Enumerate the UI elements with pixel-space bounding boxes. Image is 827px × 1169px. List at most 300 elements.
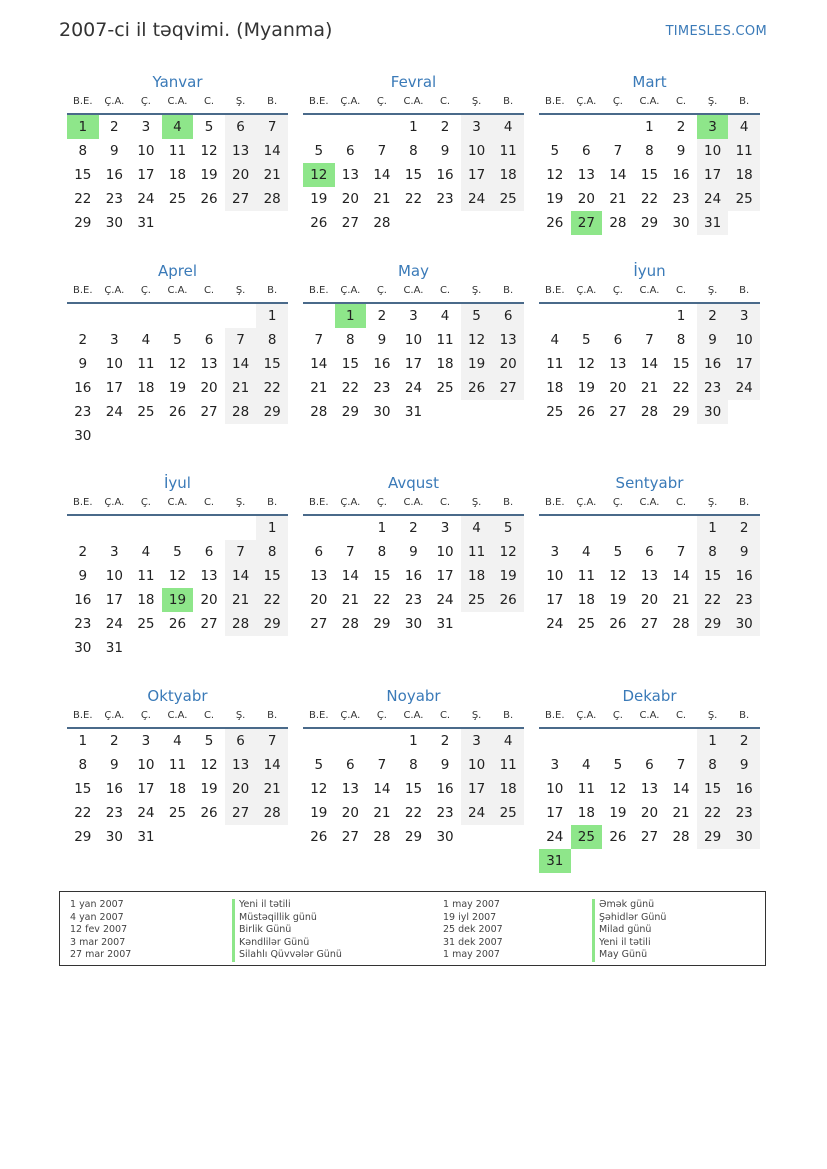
day-cell: 30 [105,829,123,845]
month-block [539,71,760,235]
day-cell: 30 [697,400,729,424]
day-cell: 4 [173,733,182,749]
day-cell: 13 [200,356,218,372]
day-cell: 30 [728,612,760,636]
day-cell: 19 [200,781,218,797]
day-cell: 9 [697,328,729,352]
weekday-label: C.A. [639,497,660,508]
day-cell: 25 [546,404,564,420]
day-cell: 6 [645,757,654,773]
day-cell: 19 [546,191,564,207]
weekday-label: C. [439,96,451,107]
day-cell: 19 [577,380,595,396]
month-name: Oktyabr [147,687,208,705]
month-block [539,685,760,873]
month-name: Yanvar [152,73,203,91]
weekday-label: Ç. [376,497,387,508]
day-grid [303,729,524,849]
day-cell: 29 [404,829,423,845]
day-cell: 11 [728,139,760,163]
weekday-label: C.A. [639,285,660,296]
legend-holiday-name: Şəhidlər Günü [592,912,666,925]
day-cell: 2 [409,520,418,536]
day-cell: 24 [546,616,564,632]
empty-cell [634,729,666,753]
day-cell: 15 [256,352,288,376]
day-cell: 31 [697,211,729,235]
empty-cell [303,115,335,139]
weekday-label: B. [503,285,514,296]
day-cell: 8 [409,143,418,159]
weekday-label: Ç. [140,710,151,721]
day-cell: 1 [78,733,88,749]
weekday-label: B.E. [545,710,565,721]
day-cell: 18 [168,167,187,183]
weekday-label: B. [739,96,750,107]
weekday-label: B. [503,710,514,721]
weekday-label: C. [675,710,687,721]
weekday-label: Ç.A. [576,497,597,508]
day-cell: 17 [546,805,564,821]
day-cell: 19 [310,191,328,207]
day-cell: 12 [200,757,218,773]
day-cell: 10 [105,356,123,372]
day-grid [67,304,288,448]
day-cell: 18 [168,781,187,797]
day-cell: 23 [728,801,760,825]
day-cell: 26 [492,588,524,612]
day-cell: 15 [697,564,729,588]
day-cell: 2 [377,308,387,324]
day-cell: 9 [78,568,88,584]
day-cell: 24 [697,187,729,211]
day-cell: 9 [409,544,418,560]
day-cell: 11 [577,568,595,584]
day-cell: 28 [373,829,391,845]
day-cell: 27 [200,616,218,632]
day-cell: 6 [225,729,257,753]
day-cell: 9 [377,332,387,348]
day-cell: 21 [672,805,690,821]
empty-cell [335,115,367,139]
legend-date: 25 dek 2007 [443,924,503,935]
day-cell: 30 [74,428,92,444]
day-cell: 2 [728,729,760,753]
day-cell: 12 [609,781,627,797]
day-cell: 21 [225,376,257,400]
day-cell: 11 [137,568,155,584]
day-cell: 11 [492,139,524,163]
empty-cell [539,304,571,328]
empty-cell [67,516,99,540]
day-cell: 30 [373,404,391,420]
day-cell: 16 [697,352,729,376]
day-cell: 28 [225,612,257,636]
day-cell: 21 [256,163,288,187]
day-cell: 18 [728,163,760,187]
empty-cell [539,115,571,139]
day-cell: 29 [697,825,729,849]
legend-holiday-name: Birlik Günü [232,924,342,937]
day-cell: 23 [404,592,423,608]
day-cell: 3 [550,757,560,773]
day-cell: 16 [436,781,454,797]
day-cell: 25 [436,380,454,396]
day-cell: 16 [404,568,423,584]
day-cell: 17 [436,568,454,584]
day-cell: 18 [492,777,524,801]
legend-holiday-name: Yeni il tətili [592,937,666,950]
day-cell: 5 [314,757,324,773]
weekday-label: B.E. [73,710,93,721]
legend-left-dates [70,899,131,962]
month-name: Avqust [388,474,439,492]
day-cell: 15 [404,781,423,797]
empty-cell [665,516,697,540]
day-cell: 8 [645,143,654,159]
day-cell: 18 [546,380,564,396]
weekday-label: C.A. [403,710,424,721]
day-cell: 7 [314,332,324,348]
weekday-label: C. [675,497,687,508]
day-cell: 11 [168,757,187,773]
day-cell: 24 [461,187,493,211]
day-cell: 9 [440,757,450,773]
legend-date: 1 may 2007 [443,949,500,960]
day-cell: 1 [67,115,99,139]
day-cell: 21 [609,191,627,207]
day-cell: 14 [256,753,288,777]
weekday-label: C. [439,710,451,721]
day-cell: 28 [609,215,627,231]
day-cell: 2 [110,733,119,749]
day-cell: 16 [436,167,454,183]
day-cell: 4 [141,332,151,348]
weekday-label: C.A. [167,497,188,508]
day-cell: 30 [728,825,760,849]
day-cell: 17 [461,163,493,187]
day-cell: 5 [582,332,591,348]
day-cell: 26 [461,376,493,400]
month-block [67,260,288,448]
day-cell: 4 [492,115,524,139]
day-cell: 14 [225,352,257,376]
day-cell: 1 [377,520,387,536]
day-cell: 3 [728,304,760,328]
weekday-label: C. [675,285,687,296]
weekday-header [303,93,524,115]
day-cell: 11 [168,143,187,159]
month-name: Noyabr [386,687,441,705]
day-cell: 28 [672,616,690,632]
day-cell: 12 [609,568,627,584]
empty-cell [366,115,398,139]
day-cell: 7 [377,757,387,773]
day-cell: 17 [105,380,123,396]
day-cell: 16 [672,167,690,183]
weekday-label: C. [203,710,215,721]
day-cell: 9 [676,143,686,159]
day-cell: 16 [105,167,123,183]
day-grid [303,115,524,235]
legend-date: 1 yan 2007 [70,899,124,910]
day-cell: 20 [200,592,218,608]
legend-date: 1 may 2007 [443,899,500,910]
weekday-label: Ç. [140,497,151,508]
day-cell: 4 [582,757,591,773]
day-cell: 5 [173,332,182,348]
day-cell: 20 [609,380,627,396]
day-cell: 23 [672,191,690,207]
day-cell: 24 [728,376,760,400]
empty-cell [303,304,335,328]
weekday-header [303,282,524,304]
day-cell: 15 [341,356,359,372]
day-cell: 28 [225,400,257,424]
day-cell: 12 [461,328,493,352]
day-cell: 19 [162,588,194,612]
day-cell: 27 [225,187,257,211]
day-cell: 17 [728,352,760,376]
day-cell: 22 [341,380,359,396]
day-cell: 29 [640,215,659,231]
weekday-label: Ç.A. [340,710,361,721]
day-cell: 23 [74,404,92,420]
day-cell: 22 [404,191,423,207]
day-cell: 1 [409,119,418,135]
day-cell: 13 [492,328,524,352]
day-cell: 19 [609,805,627,821]
day-cell: 29 [74,829,92,845]
weekday-header [303,494,524,516]
day-cell: 1 [256,516,288,540]
day-cell: 26 [200,805,218,821]
day-cell: 1 [697,516,729,540]
day-cell: 14 [609,167,627,183]
weekday-header [303,707,524,729]
day-cell: 9 [110,757,119,773]
month-block [539,260,760,424]
empty-cell [193,304,225,328]
day-cell: 26 [609,829,627,845]
day-cell: 29 [256,612,288,636]
weekday-label: B.E. [309,497,329,508]
day-cell: 7 [225,328,257,352]
day-cell: 4 [141,544,151,560]
month-block [303,260,524,424]
day-cell: 31 [137,215,155,231]
day-cell: 13 [640,781,659,797]
day-cell: 29 [256,400,288,424]
day-cell: 30 [436,829,454,845]
day-cell: 27 [609,404,627,420]
month-block [67,71,288,235]
day-cell: 27 [571,211,603,235]
empty-cell [225,516,257,540]
day-cell: 12 [168,568,187,584]
month-block [539,472,760,636]
legend-right-dates [443,899,503,962]
legend-holiday-name: Müstəqillik günü [232,912,342,925]
day-cell: 5 [613,544,623,560]
site-link[interactable]: TIMESLES.COM [665,24,767,39]
day-cell: 27 [492,376,524,400]
day-cell: 27 [341,215,359,231]
day-cell: 7 [377,143,387,159]
day-cell: 22 [74,805,92,821]
day-cell: 22 [640,191,659,207]
day-cell: 17 [137,781,155,797]
day-cell: 28 [640,404,659,420]
day-cell: 6 [225,115,257,139]
day-cell: 21 [373,805,391,821]
day-cell: 21 [341,592,359,608]
day-cell: 12 [492,540,524,564]
day-cell: 9 [728,540,760,564]
day-cell: 15 [373,568,391,584]
weekday-label: Ş. [235,96,246,107]
day-cell: 31 [539,849,571,873]
day-cell: 17 [137,167,155,183]
day-grid [303,516,524,636]
day-cell: 4 [492,729,524,753]
day-cell: 31 [436,616,454,632]
weekday-label: Ş. [707,285,718,296]
day-cell: 27 [640,829,659,845]
weekday-header [539,707,760,729]
weekday-label: Ç. [140,285,151,296]
weekday-label: B.E. [309,285,329,296]
day-cell: 3 [110,544,119,560]
day-cell: 7 [256,729,288,753]
day-cell: 8 [676,332,686,348]
weekday-label: B. [267,710,278,721]
day-cell: 13 [341,781,359,797]
day-cell: 19 [200,167,218,183]
weekday-label: B. [739,285,750,296]
weekday-label: B.E. [309,96,329,107]
weekday-label: Ç. [376,710,387,721]
day-cell: 31 [137,829,155,845]
weekday-label: B.E. [545,497,565,508]
weekday-label: Ş. [471,710,482,721]
day-cell: 24 [137,191,155,207]
day-grid [539,729,760,873]
day-cell: 11 [436,332,454,348]
day-cell: 10 [137,757,155,773]
day-cell: 26 [200,191,218,207]
weekday-label: C.A. [167,96,188,107]
day-cell: 27 [225,801,257,825]
month-block [303,71,524,235]
weekday-label: Ç.A. [104,710,125,721]
day-cell: 25 [492,187,524,211]
day-cell: 8 [697,540,729,564]
weekday-label: C. [675,96,687,107]
day-cell: 22 [404,805,423,821]
weekday-label: Ç. [612,710,623,721]
day-cell: 18 [577,592,595,608]
day-cell: 24 [105,404,123,420]
day-cell: 19 [310,805,328,821]
day-cell: 2 [440,733,450,749]
day-cell: 1 [676,308,686,324]
day-cell: 14 [341,568,359,584]
day-cell: 6 [613,332,623,348]
empty-cell [162,304,194,328]
page-title: 2007-ci il təqvimi. (Myanma) [59,19,333,41]
day-cell: 5 [550,143,560,159]
empty-cell [602,115,634,139]
day-cell: 12 [546,167,564,183]
day-cell: 22 [256,376,288,400]
day-cell: 19 [609,592,627,608]
day-cell: 16 [74,380,92,396]
weekday-label: Ç. [140,96,151,107]
empty-cell [303,729,335,753]
day-cell: 27 [200,404,218,420]
day-cell: 24 [436,592,454,608]
day-cell: 21 [672,592,690,608]
day-cell: 3 [461,115,493,139]
day-cell: 2 [676,119,686,135]
day-cell: 2 [697,304,729,328]
day-cell: 25 [137,404,155,420]
day-cell: 20 [640,805,659,821]
day-cell: 16 [728,777,760,801]
day-cell: 9 [728,753,760,777]
legend-date: 3 mar 2007 [70,936,126,948]
empty-cell [571,115,603,139]
day-cell: 8 [697,753,729,777]
day-cell: 6 [492,304,524,328]
weekday-header [67,93,288,115]
day-cell: 7 [676,544,686,560]
weekday-header [539,282,760,304]
day-cell: 27 [341,829,359,845]
day-cell: 12 [310,781,328,797]
month-name: Aprel [157,262,198,280]
day-cell: 27 [310,616,328,632]
day-cell: 5 [613,757,623,773]
day-cell: 13 [225,753,257,777]
day-cell: 5 [492,516,524,540]
day-cell: 21 [310,380,328,396]
day-cell: 14 [256,139,288,163]
legend-holiday-name: Silahlı Qüvvələr Günü [232,949,342,962]
day-cell: 25 [728,187,760,211]
weekday-label: B.E. [545,285,565,296]
weekday-label: B.E. [545,96,565,107]
day-cell: 14 [640,356,659,372]
weekday-label: Ç. [376,96,387,107]
day-cell: 7 [676,757,686,773]
day-cell: 14 [373,781,391,797]
empty-cell [602,304,634,328]
day-cell: 16 [373,356,391,372]
day-cell: 5 [204,733,214,749]
weekday-label: Ş. [235,497,246,508]
weekday-label: Ç.A. [104,497,125,508]
day-grid [539,304,760,424]
day-cell: 14 [310,356,328,372]
day-cell: 21 [373,191,391,207]
empty-cell [130,516,162,540]
day-cell: 4 [162,115,194,139]
empty-cell [602,516,634,540]
day-cell: 11 [137,356,155,372]
day-cell: 14 [672,568,690,584]
